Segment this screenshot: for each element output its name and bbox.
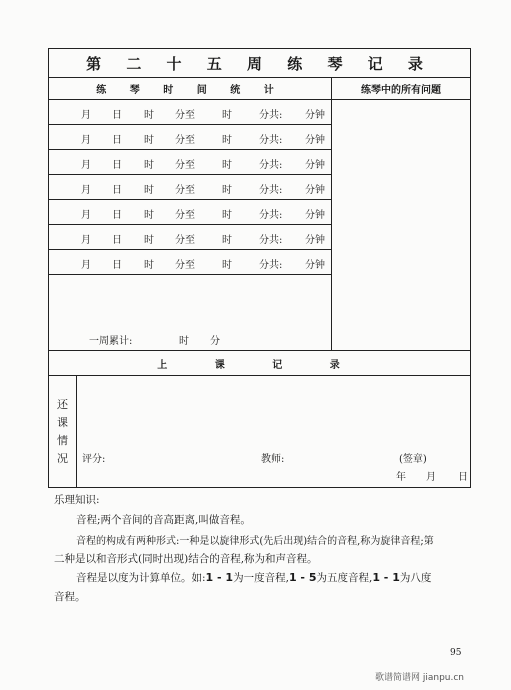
practice-row — [49, 250, 331, 275]
practice-row-cell: 日 — [112, 160, 122, 171]
practice-row-cell: 分钟 — [305, 235, 325, 246]
month-label: 月 — [426, 472, 436, 483]
weekly-total-row — [49, 325, 331, 350]
practice-row-cell: 分共: — [259, 110, 283, 121]
practice-row-cell: 日 — [112, 185, 122, 196]
practice-time-section — [49, 78, 331, 350]
page-title: 第 二 十 五 周 练 琴 记 录 — [49, 49, 470, 78]
practice-row-cell: 分共: — [259, 160, 283, 171]
interval-notation: 1 - 1 — [205, 571, 234, 584]
practice-row-cell: 时 — [222, 260, 232, 271]
practice-row-cell: 分至 — [175, 185, 195, 196]
sign-label: (签章) — [399, 454, 427, 465]
practice-row-cell: 时 — [222, 160, 232, 171]
practice-row-cell: 分共: — [259, 210, 283, 221]
practice-row-cell: 月 — [81, 260, 91, 271]
notes-line: 音程;两个音间的音高距离,叫做音程。 — [76, 514, 251, 526]
practice-row-cell: 分共: — [259, 235, 283, 246]
lesson-record-body — [49, 376, 470, 487]
practice-row-cell: 分共: — [259, 135, 283, 146]
practice-row-cell: 日 — [112, 260, 122, 271]
notes-text: 为五度音程, — [316, 572, 373, 584]
interval-notation: 1 - 5 — [288, 571, 317, 584]
practice-row-cell: 分至 — [175, 260, 195, 271]
practice-time-header: 练 琴 时 间 统 计 — [49, 78, 331, 100]
notes-line: 二种是以和音形式(同时出现)结合的音程,称为和声音程。 — [54, 553, 318, 565]
practice-row-cell: 分共: — [259, 260, 283, 271]
practice-row-cell: 日 — [112, 135, 122, 146]
side-char: 情 — [57, 433, 68, 447]
practice-row-cell: 时 — [144, 260, 154, 271]
lesson-record-header: 上 课 记 录 — [49, 350, 470, 376]
weekly-total-hour: 时 — [179, 336, 189, 347]
practice-row-cell: 日 — [112, 235, 122, 246]
side-char: 况 — [57, 451, 68, 465]
practice-row-cell: 时 — [144, 235, 154, 246]
practice-row-cell: 分钟 — [305, 210, 325, 221]
practice-row — [49, 225, 331, 250]
notes-heading: 乐理知识: — [54, 494, 100, 506]
practice-row-cell: 月 — [81, 135, 91, 146]
practice-row — [49, 150, 331, 175]
practice-row-cell: 分共: — [259, 185, 283, 196]
practice-row-cell: 时 — [144, 185, 154, 196]
practice-row-cell: 分钟 — [305, 185, 325, 196]
weekly-total-label: 一周累计: — [89, 336, 133, 347]
practice-row-cell: 时 — [222, 135, 232, 146]
problems-area — [331, 100, 470, 350]
practice-row-cell: 时 — [222, 235, 232, 246]
notes-line — [76, 570, 431, 585]
practice-row-cell: 日 — [112, 210, 122, 221]
side-char: 课 — [57, 415, 68, 429]
notes-text: 为一度音程, — [233, 572, 289, 584]
practice-row-cell: 时 — [222, 185, 232, 196]
practice-row — [49, 100, 331, 125]
score-label: 评分: — [82, 454, 106, 465]
practice-row-cell: 月 — [81, 210, 91, 221]
practice-row-cell: 日 — [112, 110, 122, 121]
practice-row-cell: 分至 — [175, 135, 195, 146]
practice-row-cell: 月 — [81, 235, 91, 246]
notes-text: 为八度 — [399, 572, 432, 584]
notes-text: 音程是以度为计算单位。如: — [76, 572, 206, 584]
practice-row-cell: 时 — [144, 135, 154, 146]
practice-row-cell: 分钟 — [305, 260, 325, 271]
practice-row-cell: 月 — [81, 160, 91, 171]
weekly-total-min: 分 — [210, 336, 220, 347]
practice-row-cell: 时 — [144, 110, 154, 121]
notes-line: 音程。 — [54, 591, 86, 603]
practice-row-cell: 时 — [144, 160, 154, 171]
practice-row-cell: 分至 — [175, 110, 195, 121]
practice-row-cell: 月 — [81, 185, 91, 196]
practice-row-cell: 分至 — [175, 235, 195, 246]
practice-row-cell: 时 — [222, 210, 232, 221]
practice-row — [49, 175, 331, 200]
practice-record-table — [48, 48, 471, 488]
practice-row-cell: 分钟 — [305, 160, 325, 171]
year-label: 年 — [396, 472, 406, 483]
watermark: 歌谱简谱网 jianpu.cn — [375, 673, 465, 683]
practice-row-cell: 时 — [222, 110, 232, 121]
practice-row — [49, 200, 331, 225]
problems-header: 练琴中的所有问题 — [331, 78, 470, 100]
page-number: 95 — [450, 648, 462, 658]
practice-row-cell: 时 — [144, 210, 154, 221]
notes-line: 音程的构成有两种形式:一种是以旋律形式(先后出现)结合的音程,称为旋律音程;第 — [76, 536, 434, 547]
side-char: 还 — [57, 397, 68, 411]
practice-row-cell: 月 — [81, 110, 91, 121]
practice-row-cell: 分至 — [175, 160, 195, 171]
interval-notation: 1 - 1 — [372, 571, 400, 584]
practice-row-cell: 分至 — [175, 210, 195, 221]
practice-row — [49, 125, 331, 150]
lesson-side-label — [49, 376, 77, 487]
teacher-label: 教师: — [261, 454, 285, 465]
practice-row-cell: 分钟 — [305, 110, 325, 121]
day-label: 日 — [458, 472, 468, 483]
practice-row-cell: 分钟 — [305, 135, 325, 146]
